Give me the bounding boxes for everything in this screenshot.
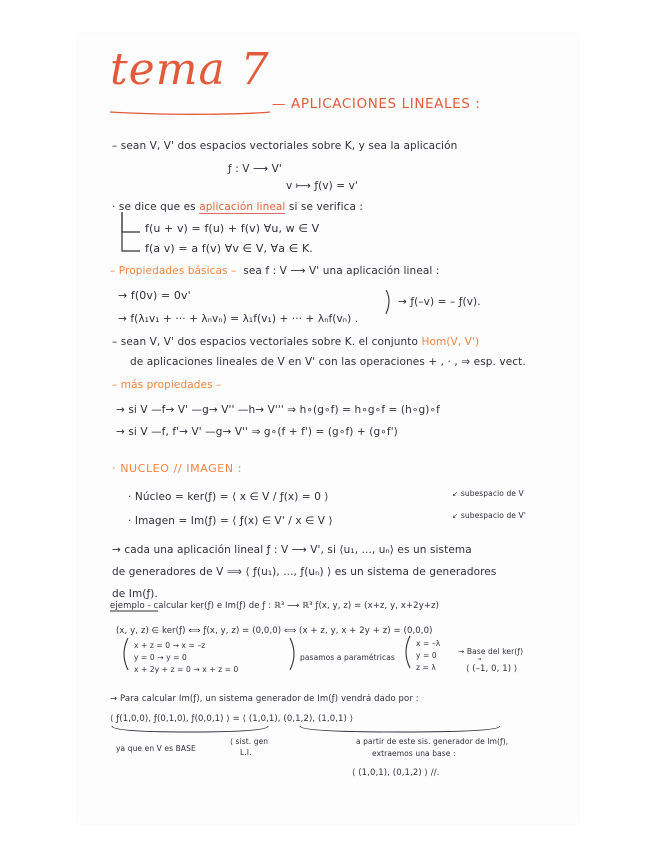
hom-pre: – sean V, V' dos espacios vectoriales sobre K. el conjunto bbox=[112, 336, 422, 348]
parametric-x: x = –λ bbox=[416, 639, 441, 648]
composition-property: → si V —f→ V' —g→ V'' —h→ V''' ⇒ h∘(g∘f) = h∘g∘f = (h∘g)∘f bbox=[116, 404, 440, 416]
property-combination: → f(λ₁v₁ + ··· + λₙvₙ) = λ₁f(v₁) + ··· + λₙf(vₙ) . bbox=[118, 313, 359, 325]
properties-label: – Propiedades básicas – bbox=[110, 265, 237, 277]
linear-pre: · se dice que es bbox=[112, 201, 200, 213]
system-eq-2: y = 0 → y = 0 bbox=[134, 653, 187, 662]
parametric-y: y = 0 bbox=[416, 651, 437, 660]
image-generator-set: ⟨ ƒ(1,0,0), ƒ(0,1,0), ƒ(0,0,1) ⟩ = ⟨ (1,0,1), (0,1,2), (1,0,1) ⟩ bbox=[110, 714, 354, 724]
extract-basis-note: extraemos una base : bbox=[372, 749, 456, 758]
kernel-note: ↙ subespacio de V bbox=[452, 489, 524, 498]
hom-term: Hom(V, V') bbox=[421, 336, 480, 348]
basic-properties bbox=[110, 265, 440, 277]
image-definition: · Imagen = Im(ƒ) = ⟨ ƒ(x) ∈ V' / x ∈ V ⟩ bbox=[128, 515, 333, 527]
parametric-note: pasamos a paramétricas bbox=[300, 653, 395, 662]
example-text: - calcular ker(ƒ) e Im(ƒ) de ƒ : ℝ³ ⟶ ℝ³ ƒ(x, y, z) = (x+z, y, x+2y+z) bbox=[144, 601, 440, 611]
condition-additivity: f(u + v) = f(u) + f(v) ∀u, w ∈ V bbox=[145, 222, 320, 235]
system-eq-1: x + z = 0 → x = –z bbox=[134, 641, 206, 650]
kernel-base-note: → Base del ker(ƒ) bbox=[458, 647, 524, 656]
map-signature: ƒ : V ⟶ V' bbox=[228, 163, 282, 175]
nucleo-imagen-header: · NUCLEO // IMAGEN : bbox=[112, 462, 243, 475]
image-basis: ⟨ (1,0,1), (0,1,2) ⟩ //. bbox=[352, 768, 440, 778]
example-label: ejemplo bbox=[110, 601, 145, 611]
map-element: v ⟼ ƒ(v) = v' bbox=[286, 180, 358, 192]
property-negative: → ƒ(–v) = – ƒ(v). bbox=[398, 296, 481, 308]
properties-text: sea f : V ⟶ V' una aplicación lineal : bbox=[243, 265, 440, 277]
generators-line-3: de Im(ƒ). bbox=[112, 588, 158, 600]
li-note: L.I. bbox=[240, 748, 252, 757]
generators-line-2: de generadores de V ⟹ ⟨ ƒ(u₁), ..., ƒ(uₙ) ⟩ es un sistema de generadores bbox=[112, 566, 497, 578]
linear-definition bbox=[112, 201, 363, 213]
hom-definition bbox=[112, 336, 479, 348]
basis-reason: ya que en V es BASE bbox=[116, 744, 196, 753]
kernel-base-ditto: " bbox=[478, 657, 482, 666]
kernel-equation: (x, y, z) ∈ ker(ƒ) ⟺ ƒ(x, y, z) = (0,0,0) ⟺ (x + z, y, x + 2y + z) = (0,0,0) bbox=[116, 626, 433, 636]
condition-homogeneity: f(a v) = a f(v) ∀v ∈ V, ∀a ∈ K. bbox=[145, 242, 313, 255]
image-note: ↙ subespacio de V' bbox=[452, 511, 526, 520]
linear-term: aplicación lineal bbox=[199, 201, 286, 213]
hom-line-2: de aplicaciones lineales de V en V' con las operaciones + , · , ⇒ esp. vect. bbox=[130, 356, 526, 368]
generators-line-1: → cada una aplicación lineal ƒ : V ⟶ V', si ⟨u₁, ..., uₙ⟩ es un sistema bbox=[112, 544, 472, 556]
sist-gen-note: ⟨ sist. gen bbox=[230, 737, 269, 746]
kernel-base: ⟨ (–1, 0, 1) ⟩ bbox=[466, 664, 518, 674]
linear-post: si se verifica : bbox=[285, 201, 364, 213]
property-zero: → f(0v) = 0v' bbox=[118, 289, 191, 302]
definition-intro: – sean V, V' dos espacios vectoriales sobre K, y sea la aplicación bbox=[112, 140, 458, 152]
more-properties-label: – más propiedades – bbox=[112, 379, 222, 391]
page-subtitle: — APLICACIONES LINEALES : bbox=[272, 96, 481, 112]
image-calc-text: → Para calcular Im(ƒ), un sistema generador de Im(ƒ) vendrá dado por : bbox=[110, 694, 419, 704]
from-generator-note: a partir de este sis. generador de Im(ƒ), bbox=[356, 737, 509, 746]
parametric-z: z = λ bbox=[416, 663, 436, 672]
system-eq-3: x + 2y + z = 0 → x + z = 0 bbox=[134, 665, 239, 674]
distributive-property: → si V —f, f'→ V' —g→ V'' ⇒ g∘(f + f') = (g∘f) + (g∘f') bbox=[116, 426, 398, 438]
page-title: tema 7 bbox=[110, 44, 270, 95]
kernel-definition: · Núcleo = ker(ƒ) = ⟨ x ∈ V / ƒ(x) = 0 ⟩ bbox=[128, 491, 329, 503]
example-statement bbox=[110, 601, 439, 611]
